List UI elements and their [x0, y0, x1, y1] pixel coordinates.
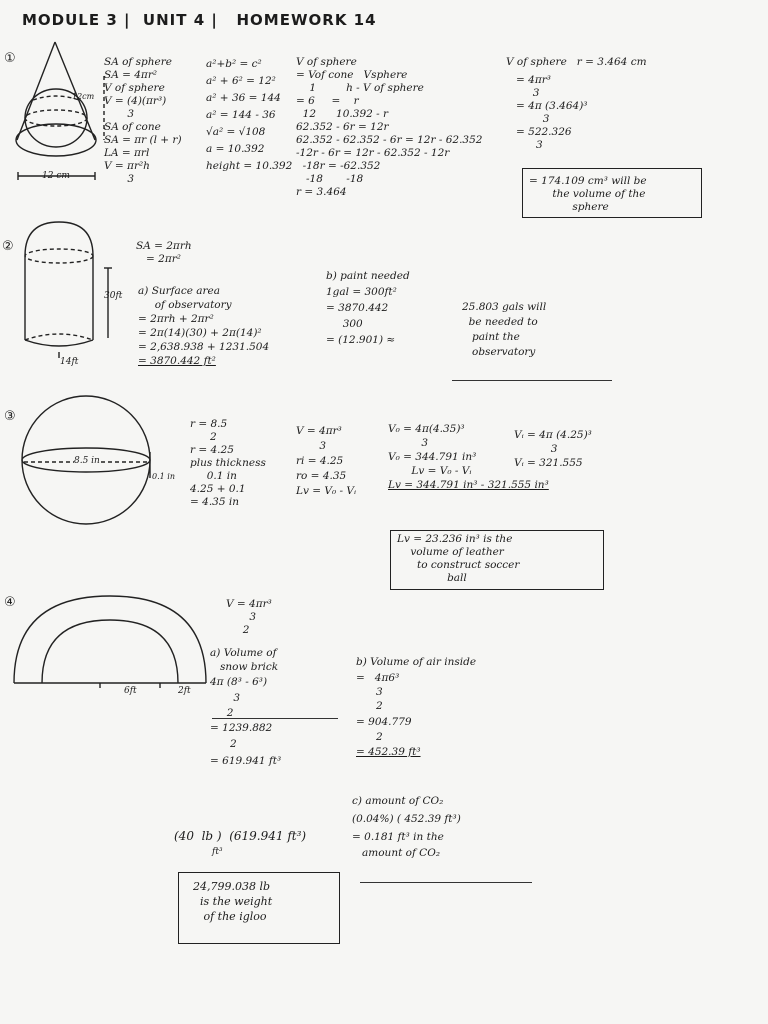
p4-a-line: 4π (8³ - 6³): [210, 676, 268, 688]
p4-c-line: amount of CO₂: [352, 847, 441, 859]
p2-top-line: = 2πr²: [136, 253, 181, 265]
problem-4-number: ④: [4, 595, 16, 610]
p3-answer: Lv = 23.236 in³ is the volume of leather to construct soccer ball: [397, 533, 520, 584]
p4-a-divider: [212, 718, 338, 719]
p2-top: [136, 240, 192, 266]
cone-sphere-figure: [16, 42, 104, 180]
p3-col4-line: Vᵢ = 321.555: [514, 457, 583, 469]
p1-col3: [296, 56, 482, 199]
p4-c-line: = 0.181 ft³ in the: [352, 831, 444, 843]
p3-col1: [190, 418, 266, 509]
p1-col4-line: 3: [516, 139, 543, 151]
p3-col4-line: 3: [514, 443, 558, 455]
p4-c-line: (0.04%) ( 452.39 ft³): [352, 813, 461, 825]
p1-col2-line: √a² = √108: [206, 126, 266, 138]
p2-a-line: a) Surface area: [138, 285, 221, 297]
p1-col3-line: 1 h - V of sphere: [296, 82, 424, 94]
p1-answer: = 174.109 cm³ will be the volume of the sphere: [529, 175, 647, 213]
p3-diameter-label: 8.5 in: [74, 456, 100, 466]
p4-part-a: [210, 646, 281, 770]
p2-b-line: = (12.901) ≈: [326, 334, 396, 346]
p3-col1-line: plus thickness: [190, 457, 266, 469]
p3-answer-box: [390, 530, 604, 590]
p4-multiply: (40 lb ) (619.941 ft³): [174, 829, 307, 843]
p3-col1-line: r = 4.25: [190, 444, 234, 456]
p1-col1-line: SA of sphere: [104, 56, 172, 68]
p3-col3-line: V₀ = 4π(4.35)³: [388, 423, 465, 435]
p3-col1-line: r = 8.5: [190, 418, 228, 430]
p1-col2-line: height = 10.392: [206, 160, 293, 172]
p2-a-line: = 3870.442 ft²: [138, 355, 216, 367]
p1-col1-line: LA = πrl: [104, 147, 150, 159]
p1-col3-line: 12 10.392 - r: [296, 108, 389, 120]
p3-col2-line: V = 4πr³: [296, 425, 342, 437]
p1-col2: [206, 56, 292, 175]
p2-top-line: SA = 2πrh: [136, 240, 192, 252]
p2-part-b: [326, 268, 410, 348]
p3-col2: [296, 424, 356, 499]
p1-col1-line: 3: [104, 173, 135, 185]
p1-col3-line: V of sphere: [296, 56, 357, 68]
p1-col1-line: V of sphere: [104, 82, 165, 94]
page-title: MODULE 3 | UNIT 4 | HOMEWORK 14: [22, 11, 377, 29]
p4-multiply-unit: ft³: [212, 847, 223, 857]
p1-col3-line: 62.352 - 6r = 12r: [296, 121, 389, 133]
p1-col2-line: a²+b² = c²: [206, 58, 262, 70]
p1-col1-line: V = (4)(πr³): [104, 95, 167, 107]
p4-a-line: 2: [210, 707, 234, 719]
p1-col3-line: 62.352 - 62.352 - 6r = 12r - 62.352: [296, 134, 483, 146]
p2-a-line: = 2,638.938 + 1231.504: [138, 341, 270, 353]
p4-b-line: 3: [356, 686, 383, 698]
p3-col2-line: 3: [296, 440, 327, 452]
p1-col4-head: V of sphere r = 3.464 cm: [506, 56, 647, 68]
p1-col3-line: -18 -18: [296, 173, 364, 185]
p1-col1: [104, 56, 182, 186]
p4-b-line: 2: [356, 700, 383, 712]
p1-col2-line: a² + 36 = 144: [206, 92, 281, 104]
p3-col4-line: Vᵢ = 4π (4.25)³: [514, 429, 592, 441]
p1-col3-line: -12r - 6r = 12r - 62.352 - 12r: [296, 147, 450, 159]
p4-part-b: [356, 654, 476, 760]
p1-col1-line: SA = πr (l + r): [104, 134, 182, 146]
p3-col2-line: ri = 4.25: [296, 455, 344, 467]
p2-a-line: = 2π(14)(30) + 2π(14)²: [138, 327, 262, 339]
problem-3-number: ③: [4, 409, 16, 424]
p4-answer-box: [178, 872, 340, 944]
p3-thickness-label: 0.1 in: [152, 472, 175, 481]
p2-b-line: 1gal = 300ft²: [326, 286, 397, 298]
p2-answer: 25.803 gals will be needed to paint the observatory: [462, 301, 547, 358]
p4-formula: [226, 598, 272, 637]
p3-col1-line: 2: [190, 431, 217, 443]
p4-c-underline: [360, 882, 532, 883]
p3-col2-line: ro = 4.35: [296, 470, 347, 482]
p1-col1-line: SA = 4πr²: [104, 69, 158, 81]
p1-col3-line: = 6 = r: [296, 95, 359, 107]
p2-b-line: = 3870.442: [326, 302, 389, 314]
p1-col4-line: = 522.326: [516, 126, 572, 138]
p1-col4-line: = 4πr³: [516, 74, 551, 86]
p1-col4: [516, 74, 588, 152]
p4-b-line: = 904.779: [356, 716, 412, 728]
p1-col1-line: 3: [104, 108, 135, 120]
p3-col3-line: Lv = V₀ - Vᵢ: [388, 465, 472, 477]
p1-col3-line: -18r = -62.352: [296, 160, 381, 172]
p3-col3-line: 3: [388, 437, 429, 449]
p2-a-line: = 2πrh + 2πr²: [138, 313, 214, 325]
p1-col3-line: = Vof cone Vsphere: [296, 69, 408, 81]
p2-part-a: [138, 284, 269, 368]
p4-a-line: = 1239.882: [210, 722, 273, 734]
p1-col1-line: V = πr²h: [104, 160, 150, 172]
p2-a-line: of observatory: [138, 299, 232, 311]
p4-formula-line: 3: [226, 611, 257, 623]
p1-col1-line: SA of cone: [104, 121, 161, 133]
p1-width-label: 12 cm: [42, 171, 70, 181]
p3-col1-line: 4.25 + 0.1: [190, 483, 246, 495]
p3-col4: [514, 428, 592, 470]
p3-col3-line: V₀ = 344.791 in³: [388, 451, 477, 463]
p3-col1-line: 0.1 in: [190, 470, 237, 482]
observatory-figure: [25, 222, 112, 358]
p4-c-line: c) amount of CO₂: [352, 795, 444, 807]
p2-b-line: 300: [326, 318, 363, 330]
p4-formula-line: 2: [226, 624, 250, 636]
p4-b-line: 2: [356, 731, 383, 743]
p4-right-label: 2ft: [178, 686, 191, 696]
p4-a-line: = 619.941 ft³: [210, 755, 282, 767]
p4-a-line: a) Volume of: [210, 647, 277, 659]
p3-col3-line: Lv = 344.791 in³ - 321.555 in³: [388, 479, 549, 491]
p4-answer: 24,799.038 lb is the weight of the igloo: [193, 880, 273, 923]
p4-formula-line: V = 4πr³: [226, 598, 272, 610]
p2-width-label: 14ft: [60, 357, 79, 367]
p1-answer-box: [522, 168, 702, 218]
problem-1-number: ①: [4, 51, 16, 66]
p4-a-line: 3: [210, 692, 241, 704]
p2-height-label: 30ft: [104, 291, 123, 301]
p1-col4-line: 3: [516, 113, 550, 125]
p4-a-line: 2: [210, 738, 237, 750]
p4-b-line: b) Volume of air inside: [356, 656, 477, 668]
p4-left-label: 6ft: [124, 686, 137, 696]
p1-col2-line: a² = 144 - 36: [206, 109, 276, 121]
p4-b-line: = 452.39 ft³: [356, 746, 421, 758]
problem-2-number: ②: [2, 239, 14, 254]
p3-col1-line: = 4.35 in: [190, 496, 239, 508]
p1-col2-line: a = 10.392: [206, 143, 265, 155]
p2-answer-underline: [452, 380, 612, 381]
p1-height-label: 12cm: [72, 92, 95, 101]
igloo-figure: [14, 596, 206, 688]
p1-col2-line: a² + 6² = 12²: [206, 75, 276, 87]
p4-part-c: [352, 792, 461, 860]
p1-col4-line: 3: [516, 87, 540, 99]
p1-col3-line: r = 3.464: [296, 186, 347, 198]
p3-col2-line: Lv = V₀ - Vᵢ: [296, 485, 357, 497]
p4-a-line: snow brick: [210, 661, 279, 673]
p2-b-line: b) paint needed: [326, 270, 410, 282]
p4-b-line: = 4π6³: [356, 672, 400, 684]
p1-col4-line: = 4π (3.464)³: [516, 100, 588, 112]
